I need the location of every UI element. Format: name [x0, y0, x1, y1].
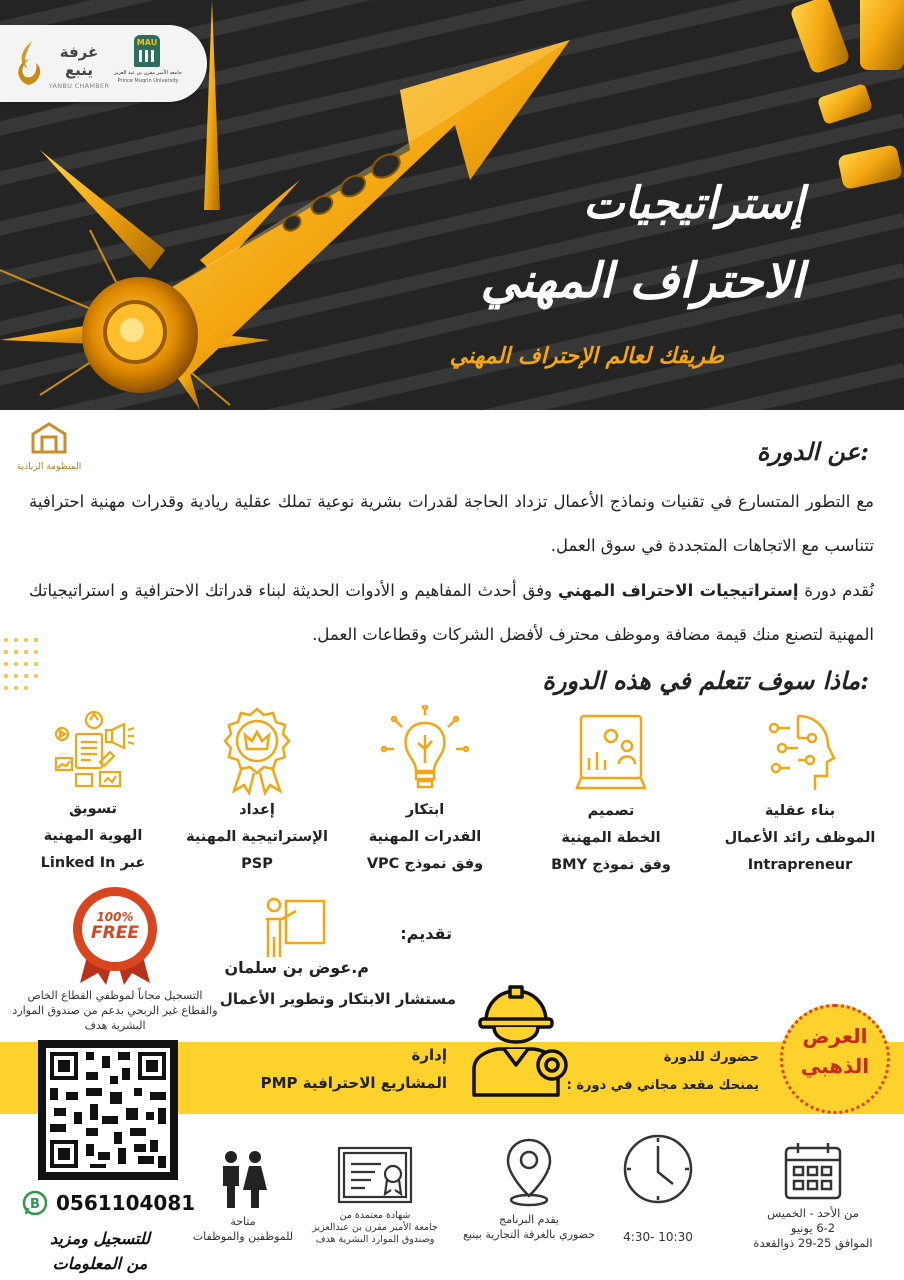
register-cta-line1: للتسجيل ومزيد	[49, 1229, 151, 1248]
about-p2-pre: نُقدم دورة	[804, 581, 875, 600]
feature-4-line2: الإستراتيجية المهنية	[186, 829, 328, 845]
entrepreneurship-logo-text: المنظومة الريادية	[16, 462, 82, 472]
feature-2-line3: وفق نموذج BMY	[551, 857, 671, 873]
feature-innovation	[340, 705, 510, 878]
feature-4-line1: إعداد	[239, 802, 275, 818]
dates-line2: 6-2 يونيو	[790, 1221, 836, 1235]
offer-course-line1: إدارة	[411, 1046, 447, 1064]
location-pin-icon	[504, 1136, 554, 1208]
svg-text:B: B	[30, 1197, 40, 1212]
feature-intrapreneur	[715, 708, 885, 879]
dates-line1: من الأحد - الخميس	[767, 1206, 859, 1220]
clock-icon	[621, 1132, 695, 1206]
dates-line3: الموافق 25-29 ذوالقعدة	[753, 1236, 873, 1250]
free-badge-text: FREE	[91, 923, 139, 943]
availability-line2: للموظفين والموظفات	[192, 1230, 294, 1243]
offer-course-line2: المشاريع الاحترافية PMP	[260, 1074, 447, 1092]
university-name: جامعة الأمير مقرن بن عبد العزيز	[114, 70, 182, 76]
hero-subtitle: طريقك لعالم الإحتراف المهني	[449, 343, 724, 369]
phone-number[interactable]: 0561104081	[56, 1191, 196, 1215]
chamber-name-en: YANBU CHAMBER	[48, 82, 110, 90]
feature-marketing	[8, 708, 178, 877]
presenter-icon	[262, 897, 328, 961]
detail-time	[583, 1132, 733, 1245]
marketing-icon	[50, 708, 136, 796]
register-cta-line2: من المعلومات	[52, 1254, 148, 1273]
whatsapp-icon	[22, 1190, 48, 1216]
feature-3-line2: القدرات المهنية	[368, 829, 482, 845]
about-heading: عن الدورة:	[756, 437, 869, 466]
location-line1: يقدم البرنامج	[499, 1213, 559, 1226]
feature-4-line3: PSP	[241, 856, 273, 872]
entrepreneurship-logo-icon	[29, 422, 69, 458]
qr-code[interactable]	[38, 1040, 178, 1180]
qr-code-icon	[38, 1040, 178, 1180]
about-paragraph-1: مع التطور المتسارع في تقنيات ونماذج الأعمال تزداد الحاجة لقدرات بشرية نوعية تملك عقلية ريادية وقدرات مهنية احترافية تتناسب مع الاتجاهات المتجددة في سوق العمل.	[29, 492, 874, 555]
certificate-line2: جامعة الأمير مقرن بن عبدالعزيز	[312, 1222, 438, 1233]
time-range: 10:30 -4:30	[623, 1230, 693, 1244]
feature-3-line3: وفق نموذج VPC	[366, 856, 484, 872]
free-badge	[60, 885, 170, 985]
people-icon	[213, 1150, 273, 1210]
about-p2-post: وفق أحدث المفاهيم و الأدوات الحديثة لبناء قدراتك الاحترافية و استراتيجياتك المهنية لتصنع منك قيمة مضافة وموظف محترف لأفضل الشركات وقطاعات العمل.	[29, 581, 874, 644]
availability-line1: متاحة	[230, 1215, 256, 1228]
feature-5-line2: الهوية المهنية	[43, 828, 143, 844]
detail-certificate	[300, 1144, 450, 1246]
golden-offer-line1: العرض	[802, 1024, 868, 1048]
offer-text-2: يمنحك مقعد مجاني في دورة :	[566, 1078, 759, 1093]
hero-banner	[0, 0, 904, 410]
feature-strategy	[172, 705, 342, 878]
location-line2: حضوري بالغرفة التجارية بينبع	[462, 1228, 596, 1241]
presenter-label: تقديم:	[400, 924, 452, 943]
dots-decoration	[0, 630, 60, 700]
learn-heading: ماذا سوف تتعلم في هذه الدورة:	[542, 666, 869, 695]
free-note: التسجيل مجاناً لموظفي القطاع الخاص والقطاع غير الربحي بدعم من صندوق الموارد البشرية هدف	[12, 989, 218, 1032]
detail-dates	[738, 1140, 888, 1251]
feature-1-line1: بناء عقلية	[764, 803, 836, 819]
calendar-icon	[782, 1140, 844, 1202]
certificate-line1: شهادة معتمدة من	[339, 1210, 411, 1221]
lightbulb-icon	[380, 705, 470, 797]
feature-1-line2: الموظف رائد الأعمال	[724, 830, 876, 846]
university-logo-icon	[134, 35, 160, 67]
university-name-en: Prince Muqrin University	[117, 78, 179, 84]
university-badge: MAU	[136, 38, 158, 47]
about-paragraph-2	[29, 569, 874, 657]
yanbu-chamber-logo-icon	[10, 39, 48, 89]
chamber-name: غرفة ينبع	[59, 43, 99, 79]
feature-5-line3: عبر Linked In	[40, 855, 146, 871]
presenter-role: مستشار الابتكار وتطوير الأعمال	[219, 990, 456, 1008]
free-badge-percent: 100%	[96, 910, 134, 924]
entrepreneurship-logo	[14, 422, 84, 472]
hero-title-line2: الاحتراف المهني	[480, 253, 804, 309]
golden-offer-badge	[780, 1004, 890, 1114]
partner-logos	[0, 25, 207, 102]
feature-3-line1: ابتكار	[405, 802, 445, 818]
business-plan-icon	[571, 708, 651, 798]
detail-availability	[168, 1150, 318, 1244]
feature-2-line1: تصميم	[587, 803, 635, 819]
feature-2-line2: الخطة المهنية	[561, 830, 661, 846]
golden-offer-line2: الذهبي	[800, 1054, 870, 1078]
register-cta	[30, 1226, 170, 1276]
presenter-name: م.عوض بن سلمان	[224, 958, 369, 977]
engineer-icon	[468, 985, 572, 1097]
feature-business-plan	[526, 708, 696, 879]
feature-1-line3: Intrapreneur	[747, 857, 853, 873]
course-name-bold: إستراتيجيات الاحتراف المهني	[557, 581, 799, 600]
hero-title-line1: إستراتيجيات	[583, 178, 804, 229]
detail-location	[454, 1136, 604, 1242]
certificate-icon	[335, 1144, 415, 1206]
brain-circuit-icon	[760, 708, 840, 798]
crown-badge-icon	[214, 705, 300, 797]
offer-text-1: حضورك للدورة	[663, 1050, 759, 1065]
feature-5-line1: تسويق	[69, 801, 117, 817]
certificate-line3: وصندوق الموارد البشرية هدف	[315, 1234, 435, 1245]
